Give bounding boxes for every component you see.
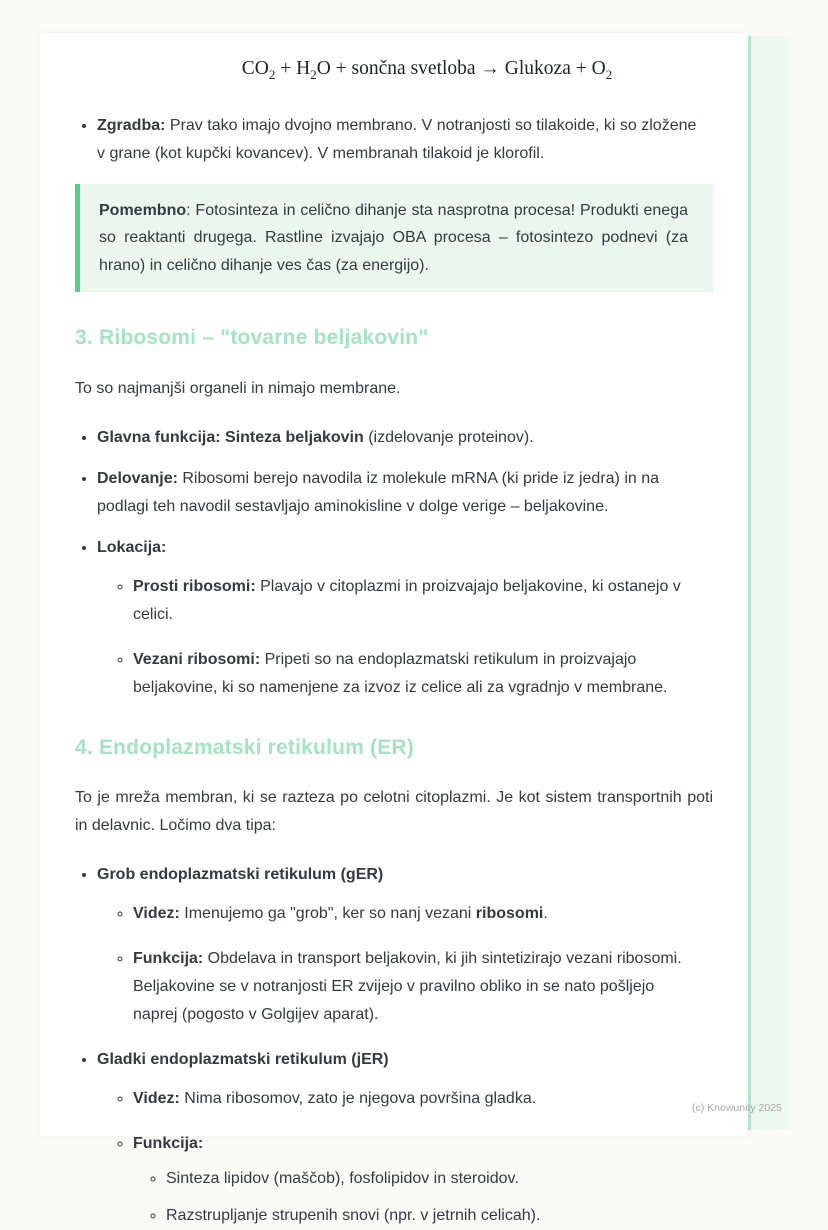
list-item [97, 534, 697, 702]
item-label: Videz: [133, 1089, 180, 1107]
chemical-equation [75, 56, 713, 84]
callout-body: : Fotosinteza in celično dihanje sta nasprotna procesa! Produkti enega so reaktanti drugega. Rastline izvajajo OBA procesa – fotosintezo podnevi (za hrano) in celično dihanje ves čas (za energijo). [99, 201, 688, 274]
item-label: Grob endoplazmatski retikulum (gER) [97, 865, 384, 883]
item-label: Gladki endoplazmatski retikulum (jER) [97, 1050, 389, 1068]
item-label: Videz: [133, 904, 180, 922]
list-item: ◦ Razstrupljanje strupenih snovi (npr. v jetrnih celicah). [166, 1202, 697, 1230]
item-text: Prav tako imajo dvojno membrano. V notranjosti so tilakoide, ki so zložene v grane (kot kupčki kovancev). V membranah tilakoid je klorofil. [97, 116, 697, 162]
sub-list-jer [112, 1085, 697, 1230]
equation-term: + H [275, 58, 311, 79]
item-label: Lokacija: [97, 538, 167, 556]
item-label: Prosti ribosomi: [133, 577, 256, 595]
section3-intro: To so najmanjši organeli in nimajo membrane. [75, 379, 401, 397]
page-edge-strip [748, 36, 792, 1130]
list-item [97, 861, 697, 1029]
item-label: Funkcija: [133, 949, 204, 967]
list-item [97, 1046, 697, 1230]
section4-intro: To je mreža membran, ki se razteza po celotni citoplazmi. Je kot sistem transportnih poti in delavnic. Ločimo dva tipa: [75, 788, 713, 834]
item-text: Obdelava in transport beljakovin, ki jih sintetizirajo vezani ribosomi. Beljakovine se v notranjosti ER zvijejo v pravilno obliko in se nato pošljejo naprej (pogosto v Golgijev aparat). [133, 949, 682, 1023]
list-item [133, 573, 697, 629]
bullet-list-er [75, 861, 713, 1230]
item-text: Imenujemo ga "grob", ker so nanj vezani [179, 904, 476, 922]
document-page [40, 34, 748, 1224]
list-item [133, 945, 697, 1029]
list-item [97, 465, 697, 521]
item-label: Glavna funkcija: Sinteza beljakovin [97, 428, 364, 446]
item-text: Plavajo v citoplazmi in proizvajajo beljakovine, ki ostanejo v celici. [133, 577, 681, 623]
item-label: Vezani ribosomi: [133, 650, 261, 668]
list-item [133, 646, 697, 702]
section-heading-er: 4. Endoplazmatski retikulum (ER) [75, 735, 414, 759]
bullet-list-intro [75, 112, 713, 168]
equation-subscript: 2 [268, 66, 276, 82]
equation-term: O + sončna svetloba → Glukoza + O [316, 58, 606, 79]
item-text: Pripeti so na endoplazmatski retikulum in proizvajajo beljakovine, ki so namenjene za izvoz iz celice ali za vgradnjo v membrane. [133, 650, 668, 696]
equation-term: CO [241, 58, 269, 79]
item-text: Ribosomi berejo navodila iz molekule mRNA (ki pride iz jedra) in na podlagi teh navodil sestavljajo aminokisline v dolge verige – beljakovine. [97, 469, 660, 515]
item-label: Funkcija: [133, 1134, 204, 1152]
section-heading-ribosomi: 3. Ribosomi – "tovarne beljakovin" [75, 326, 429, 350]
list-item [133, 1085, 697, 1113]
copyright-watermark: (c) Knowunity 2025 [692, 1102, 782, 1114]
item-label: Delovanje: [97, 469, 178, 487]
sub-sub-list-funkcija [145, 1165, 697, 1230]
list-item [133, 900, 697, 928]
equation-subscript: 2 [605, 66, 613, 82]
list-item: ◦ Sinteza lipidov (maščob), fosfolipidov in steroidov. [166, 1165, 697, 1193]
sub-list-lokacija [112, 573, 697, 702]
callout-label: Pomembno [99, 201, 187, 219]
bullet-list-ribosomi [75, 424, 713, 702]
item-label: Zgradba: [97, 116, 166, 134]
list-item [97, 112, 697, 168]
equation-subscript: 2 [310, 66, 317, 82]
callout-text [99, 197, 688, 280]
item-label: ribosomi [475, 904, 544, 922]
item-text: . [543, 904, 548, 922]
item-text: Nima ribosomov, zato je njegova površina gladka. [179, 1089, 537, 1107]
callout-box [75, 184, 713, 293]
item-text: (izdelovanje proteinov). [363, 428, 534, 446]
sub-list-ger [112, 900, 697, 1029]
list-item [97, 424, 697, 452]
list-item [133, 1130, 697, 1230]
